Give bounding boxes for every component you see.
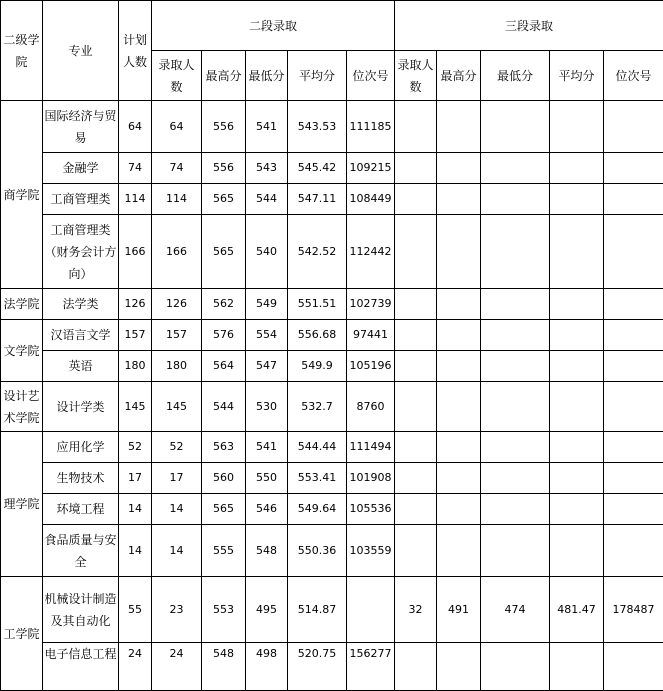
header-s2-min: 最低分: [246, 51, 288, 101]
s3-min-cell: [481, 432, 550, 463]
s2-min-cell: 554: [246, 320, 288, 351]
s3-rank-cell: [604, 215, 663, 289]
s3-rank-cell: [604, 643, 663, 691]
s3-min-cell: [481, 382, 550, 432]
s3-admitted-cell: [395, 463, 437, 494]
s3-rank-cell: 178487: [604, 577, 663, 643]
s3-min-cell: [481, 525, 550, 577]
s2-min-cell: 530: [246, 382, 288, 432]
major-cell: 机械设计制造及其自动化: [43, 577, 119, 643]
header-s2-max: 最高分: [202, 51, 246, 101]
college-cell: 理学院: [1, 432, 43, 577]
major-cell: 英语: [43, 351, 119, 382]
s3-admitted-cell: [395, 382, 437, 432]
s2-max-cell: 553: [202, 577, 246, 643]
s2-rank-cell: 105196: [347, 351, 395, 382]
table-row: [1, 351, 663, 382]
plan-cell: 14: [119, 525, 152, 577]
s2-max-cell: 565: [202, 215, 246, 289]
s2-rank-cell: 111185: [347, 101, 395, 153]
s2-max-cell: 565: [202, 184, 246, 215]
s2-admitted-cell: 114: [152, 184, 202, 215]
major-cell: 金融学: [43, 153, 119, 184]
s3-avg-cell: [550, 494, 604, 525]
s2-max-cell: 556: [202, 101, 246, 153]
s3-max-cell: [437, 463, 481, 494]
s2-admitted-cell: 64: [152, 101, 202, 153]
header-s3-admitted: 录取人数: [395, 51, 437, 101]
s2-admitted-cell: 126: [152, 289, 202, 320]
s3-max-cell: [437, 432, 481, 463]
header-stage3: 三段录取: [395, 1, 663, 51]
s3-avg-cell: [550, 101, 604, 153]
s3-max-cell: [437, 494, 481, 525]
s2-rank-cell: 101908: [347, 463, 395, 494]
s2-avg-cell: 556.68: [288, 320, 347, 351]
table-row: [1, 432, 663, 463]
s2-min-cell: 543: [246, 153, 288, 184]
plan-cell: 74: [119, 153, 152, 184]
s2-rank-cell: 112442: [347, 215, 395, 289]
s2-min-cell: 549: [246, 289, 288, 320]
header-s2-rank: 位次号: [347, 51, 395, 101]
s3-avg-cell: [550, 463, 604, 494]
s3-min-cell: [481, 351, 550, 382]
s3-admitted-cell: [395, 215, 437, 289]
s2-admitted-cell: 14: [152, 525, 202, 577]
s2-rank-cell: 108449: [347, 184, 395, 215]
s2-avg-cell: 549.64: [288, 494, 347, 525]
s2-admitted-cell: 23: [152, 577, 202, 643]
s3-min-cell: [481, 643, 550, 691]
plan-cell: 114: [119, 184, 152, 215]
s2-admitted-cell: 166: [152, 215, 202, 289]
college-cell: 工学院: [1, 577, 43, 691]
s3-admitted-cell: [395, 351, 437, 382]
s2-max-cell: 544: [202, 382, 246, 432]
header-major: 专业: [43, 1, 119, 101]
s3-rank-cell: [604, 184, 663, 215]
s3-admitted-cell: [395, 643, 437, 691]
s2-admitted-cell: 17: [152, 463, 202, 494]
plan-cell: 24: [119, 643, 152, 691]
header-s3-avg: 平均分: [550, 51, 604, 101]
s3-avg-cell: [550, 643, 604, 691]
s3-min-cell: 474: [481, 577, 550, 643]
major-cell: 应用化学: [43, 432, 119, 463]
s2-min-cell: 548: [246, 525, 288, 577]
s3-min-cell: [481, 494, 550, 525]
s2-avg-cell: 549.9: [288, 351, 347, 382]
major-cell: 设计学类: [43, 382, 119, 432]
s2-avg-cell: 532.7: [288, 382, 347, 432]
s2-admitted-cell: 24: [152, 643, 202, 691]
s3-avg-cell: [550, 351, 604, 382]
major-cell: 工商管理类: [43, 184, 119, 215]
s3-min-cell: [481, 153, 550, 184]
major-cell: 食品质量与安全: [43, 525, 119, 577]
s2-max-cell: 563: [202, 432, 246, 463]
table-row: [1, 577, 663, 643]
table-row: [1, 289, 663, 320]
s3-avg-cell: [550, 289, 604, 320]
header-plan: 计划人数: [119, 1, 152, 101]
s3-rank-cell: [604, 494, 663, 525]
plan-cell: 145: [119, 382, 152, 432]
s2-admitted-cell: 180: [152, 351, 202, 382]
s3-rank-cell: [604, 289, 663, 320]
s2-max-cell: 556: [202, 153, 246, 184]
s3-max-cell: [437, 320, 481, 351]
s3-max-cell: [437, 351, 481, 382]
table-row: [1, 215, 663, 289]
s3-avg-cell: [550, 432, 604, 463]
s3-rank-cell: [604, 463, 663, 494]
s3-admitted-cell: [395, 320, 437, 351]
s2-min-cell: 546: [246, 494, 288, 525]
s2-avg-cell: 544.44: [288, 432, 347, 463]
s3-admitted-cell: [395, 432, 437, 463]
s3-avg-cell: [550, 525, 604, 577]
s2-min-cell: 547: [246, 351, 288, 382]
s3-rank-cell: [604, 153, 663, 184]
s3-rank-cell: [604, 382, 663, 432]
plan-cell: 52: [119, 432, 152, 463]
s2-rank-cell: 111494: [347, 432, 395, 463]
plan-cell: 157: [119, 320, 152, 351]
header-s3-min: 最低分: [481, 51, 550, 101]
s2-min-cell: 544: [246, 184, 288, 215]
s2-rank-cell: 102739: [347, 289, 395, 320]
s3-avg-cell: [550, 184, 604, 215]
s2-avg-cell: 545.42: [288, 153, 347, 184]
table-row: [1, 463, 663, 494]
s3-max-cell: [437, 289, 481, 320]
s2-rank-cell: 109215: [347, 153, 395, 184]
s3-min-cell: [481, 463, 550, 494]
s2-min-cell: 540: [246, 215, 288, 289]
plan-cell: 64: [119, 101, 152, 153]
table-row: [1, 382, 663, 432]
major-cell: 电子信息工程: [43, 643, 119, 691]
major-cell: 工商管理类（财务会计方向）: [43, 215, 119, 289]
s2-max-cell: 562: [202, 289, 246, 320]
plan-cell: 166: [119, 215, 152, 289]
table-row: [1, 494, 663, 525]
s2-avg-cell: 547.11: [288, 184, 347, 215]
s3-admitted-cell: [395, 525, 437, 577]
s2-max-cell: 548: [202, 643, 246, 691]
s3-max-cell: [437, 382, 481, 432]
s3-admitted-cell: [395, 494, 437, 525]
header-s3-rank: 位次号: [604, 51, 663, 101]
s3-rank-cell: [604, 351, 663, 382]
s2-admitted-cell: 145: [152, 382, 202, 432]
header-s3-max: 最高分: [437, 51, 481, 101]
s3-admitted-cell: [395, 101, 437, 153]
s2-min-cell: 495: [246, 577, 288, 643]
college-cell: 设计艺术学院: [1, 382, 43, 432]
s3-admitted-cell: [395, 153, 437, 184]
s2-rank-cell: 105536: [347, 494, 395, 525]
s3-rank-cell: [604, 320, 663, 351]
table-row: [1, 184, 663, 215]
major-cell: 环境工程: [43, 494, 119, 525]
s2-admitted-cell: 157: [152, 320, 202, 351]
s2-rank-cell: 97441: [347, 320, 395, 351]
s3-max-cell: [437, 101, 481, 153]
table-row: [1, 153, 663, 184]
s3-min-cell: [481, 289, 550, 320]
s2-max-cell: 564: [202, 351, 246, 382]
s3-avg-cell: [550, 153, 604, 184]
s3-min-cell: [481, 184, 550, 215]
college-cell: 商学院: [1, 101, 43, 289]
s3-admitted-cell: [395, 184, 437, 215]
s2-min-cell: 498: [246, 643, 288, 691]
table-row: [1, 101, 663, 153]
table-row: [1, 320, 663, 351]
major-cell: 生物技术: [43, 463, 119, 494]
plan-cell: 17: [119, 463, 152, 494]
s2-max-cell: 576: [202, 320, 246, 351]
s3-admitted-cell: [395, 289, 437, 320]
s3-avg-cell: [550, 382, 604, 432]
s2-avg-cell: 520.75: [288, 643, 347, 691]
s2-min-cell: 541: [246, 101, 288, 153]
s3-avg-cell: 481.47: [550, 577, 604, 643]
table-row: [1, 525, 663, 577]
s2-avg-cell: 542.52: [288, 215, 347, 289]
s3-admitted-cell: 32: [395, 577, 437, 643]
s3-avg-cell: [550, 320, 604, 351]
s2-max-cell: 565: [202, 494, 246, 525]
header-college: 二级学院: [1, 1, 43, 101]
s2-avg-cell: 550.36: [288, 525, 347, 577]
s2-admitted-cell: 52: [152, 432, 202, 463]
s2-avg-cell: 543.53: [288, 101, 347, 153]
major-cell: 汉语言文学: [43, 320, 119, 351]
major-cell: 国际经济与贸易: [43, 101, 119, 153]
s2-min-cell: 541: [246, 432, 288, 463]
s3-max-cell: [437, 184, 481, 215]
plan-cell: 180: [119, 351, 152, 382]
s2-max-cell: 555: [202, 525, 246, 577]
table-row: [1, 643, 663, 691]
s3-min-cell: [481, 215, 550, 289]
s3-max-cell: [437, 643, 481, 691]
s2-rank-cell: [347, 577, 395, 643]
s3-rank-cell: [604, 101, 663, 153]
plan-cell: 126: [119, 289, 152, 320]
s2-max-cell: 560: [202, 463, 246, 494]
plan-cell: 55: [119, 577, 152, 643]
header-s2-avg: 平均分: [288, 51, 347, 101]
college-cell: 文学院: [1, 320, 43, 382]
plan-cell: 14: [119, 494, 152, 525]
s2-avg-cell: 514.87: [288, 577, 347, 643]
s2-rank-cell: 156277: [347, 643, 395, 691]
college-cell: 法学院: [1, 289, 43, 320]
s3-rank-cell: [604, 525, 663, 577]
s2-admitted-cell: 74: [152, 153, 202, 184]
s2-admitted-cell: 14: [152, 494, 202, 525]
header-stage2: 二段录取: [152, 1, 395, 51]
s2-avg-cell: 551.51: [288, 289, 347, 320]
s3-min-cell: [481, 320, 550, 351]
header-s2-admitted: 录取人数: [152, 51, 202, 101]
s3-max-cell: [437, 153, 481, 184]
s3-max-cell: 491: [437, 577, 481, 643]
s3-max-cell: [437, 215, 481, 289]
s3-avg-cell: [550, 215, 604, 289]
s3-max-cell: [437, 525, 481, 577]
s2-avg-cell: 553.41: [288, 463, 347, 494]
s2-rank-cell: 103559: [347, 525, 395, 577]
s3-rank-cell: [604, 432, 663, 463]
s2-min-cell: 550: [246, 463, 288, 494]
s3-min-cell: [481, 101, 550, 153]
s2-rank-cell: 8760: [347, 382, 395, 432]
major-cell: 法学类: [43, 289, 119, 320]
